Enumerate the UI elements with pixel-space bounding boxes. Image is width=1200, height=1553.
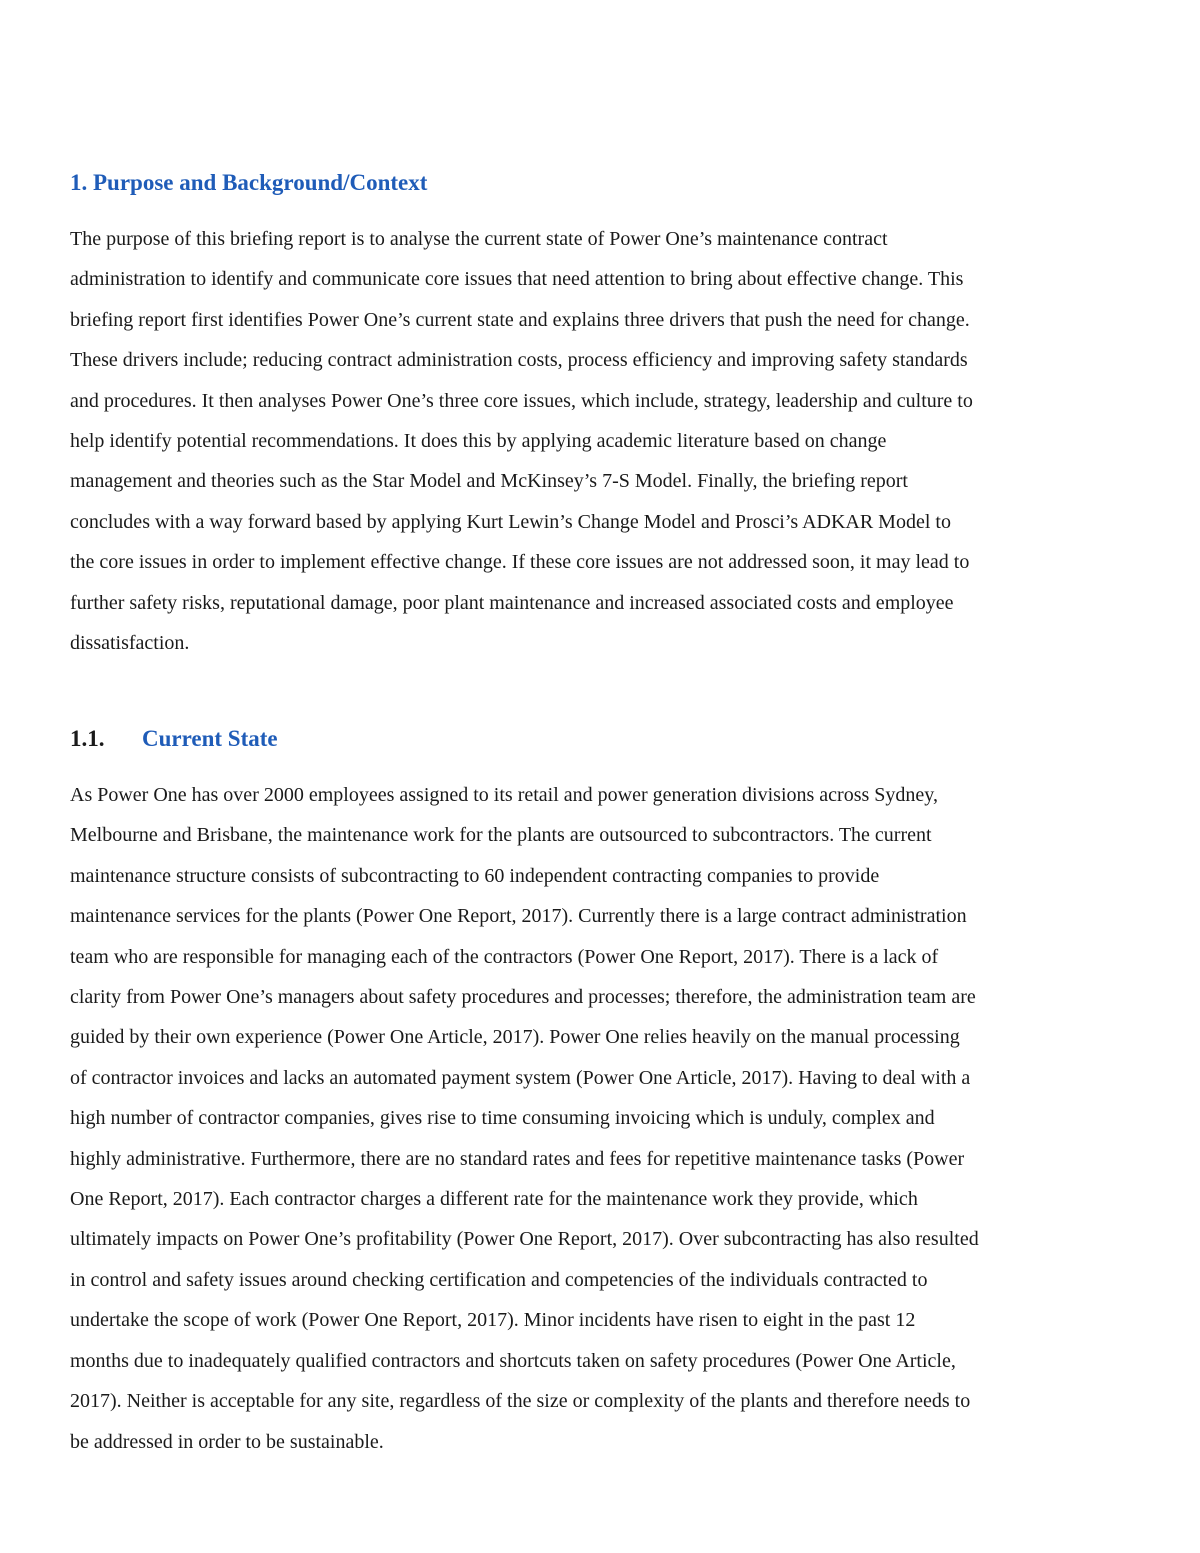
paragraph-line: maintenance structure consists of subcontracting to 60 independent contracting companies to provide [70,864,880,887]
paragraph-line: 2017). Neither is acceptable for any site, regardless of the size or complexity of the plants and therefore needs to [70,1390,971,1413]
paragraph-line: highly administrative. Furthermore, there are no standard rates and fees for repetitive maintenance tasks (Power [70,1147,965,1170]
paragraph-line: be addressed in order to be sustainable. [70,1430,384,1453]
paragraph-line: help identify potential recommendations. It does this by applying academic literature based on change [70,430,887,453]
paragraph-line: administration to identify and communicate core issues that need attention to bring about effective change. This [70,268,964,291]
section-heading-current-state [70,724,278,754]
paragraph-line: in control and safety issues around checking certification and competencies of the individuals contracted to [70,1268,928,1291]
paragraph-line: As Power One has over 2000 employees assigned to its retail and power generation divisions across Sydney, [70,784,938,806]
section-heading-purpose: 1. Purpose and Background/Context [70,170,428,195]
paragraph-line: briefing report first identifies Power One’s current state and explains three drivers that push the need for change. [70,308,970,331]
paragraph-line: further safety risks, reputational damage, poor plant maintenance and increased associated costs and employee [70,591,954,614]
paragraph-line: ultimately impacts on Power One’s profitability (Power One Report, 2017). Over subcontracting has also resulted [70,1228,979,1251]
paragraph-line: high number of contractor companies, gives rise to time consuming invoicing which is unduly, complex and [70,1107,935,1130]
paragraph-line: These drivers include; reducing contract administration costs, process efficiency and improving safety standards [70,349,968,372]
section-number: 1.1. [70,726,105,751]
paragraph-line: concludes with a way forward based by applying Kurt Lewin’s Change Model and Prosci’s ADKAR Model to [70,510,951,533]
section-paragraph-purpose [70,219,1145,663]
paragraph-line: and procedures. It then analyses Power One’s three core issues, which include, strategy, leadership and culture to [70,389,973,412]
paragraph-line: of contractor invoices and lacks an automated payment system (Power One Article, 2017). Having to deal with a [70,1066,971,1089]
paragraph-line: The purpose of this briefing report is to analyse the current state of Power One’s maintenance contract [70,228,888,250]
paragraph-line: clarity from Power One’s managers about safety procedures and processes; therefore, the administration team are [70,986,976,1009]
paragraph-line: months due to inadequately qualified contractors and shortcuts taken on safety procedures (Power One Article, [70,1349,956,1372]
paragraph-line: maintenance services for the plants (Power One Report, 2017). Currently there is a large contract administration [70,905,967,928]
section-paragraph-current-state [70,775,1145,1462]
paragraph-line: the core issues in order to implement effective change. If these core issues are not addressed soon, it may lead to [70,551,970,574]
paragraph-line: guided by their own experience (Power One Article, 2017). Power One relies heavily on the manual processing [70,1026,960,1049]
paragraph-line: team who are responsible for managing each of the contractors (Power One Report, 2017). There is a lack of [70,945,939,968]
paragraph-line: management and theories such as the Star Model and McKinsey’s 7-S Model. Finally, the briefing report [70,470,908,493]
paragraph-line: undertake the scope of work (Power One Report, 2017). Minor incidents have risen to eight in the past 12 [70,1309,916,1332]
paragraph-line: dissatisfaction. [70,632,190,655]
section-title: Current State [142,726,278,751]
paragraph-line: Melbourne and Brisbane, the maintenance work for the plants are outsourced to subcontractors. The current [70,824,932,847]
paragraph-line: One Report, 2017). Each contractor charges a different rate for the maintenance work they provide, which [70,1188,918,1211]
